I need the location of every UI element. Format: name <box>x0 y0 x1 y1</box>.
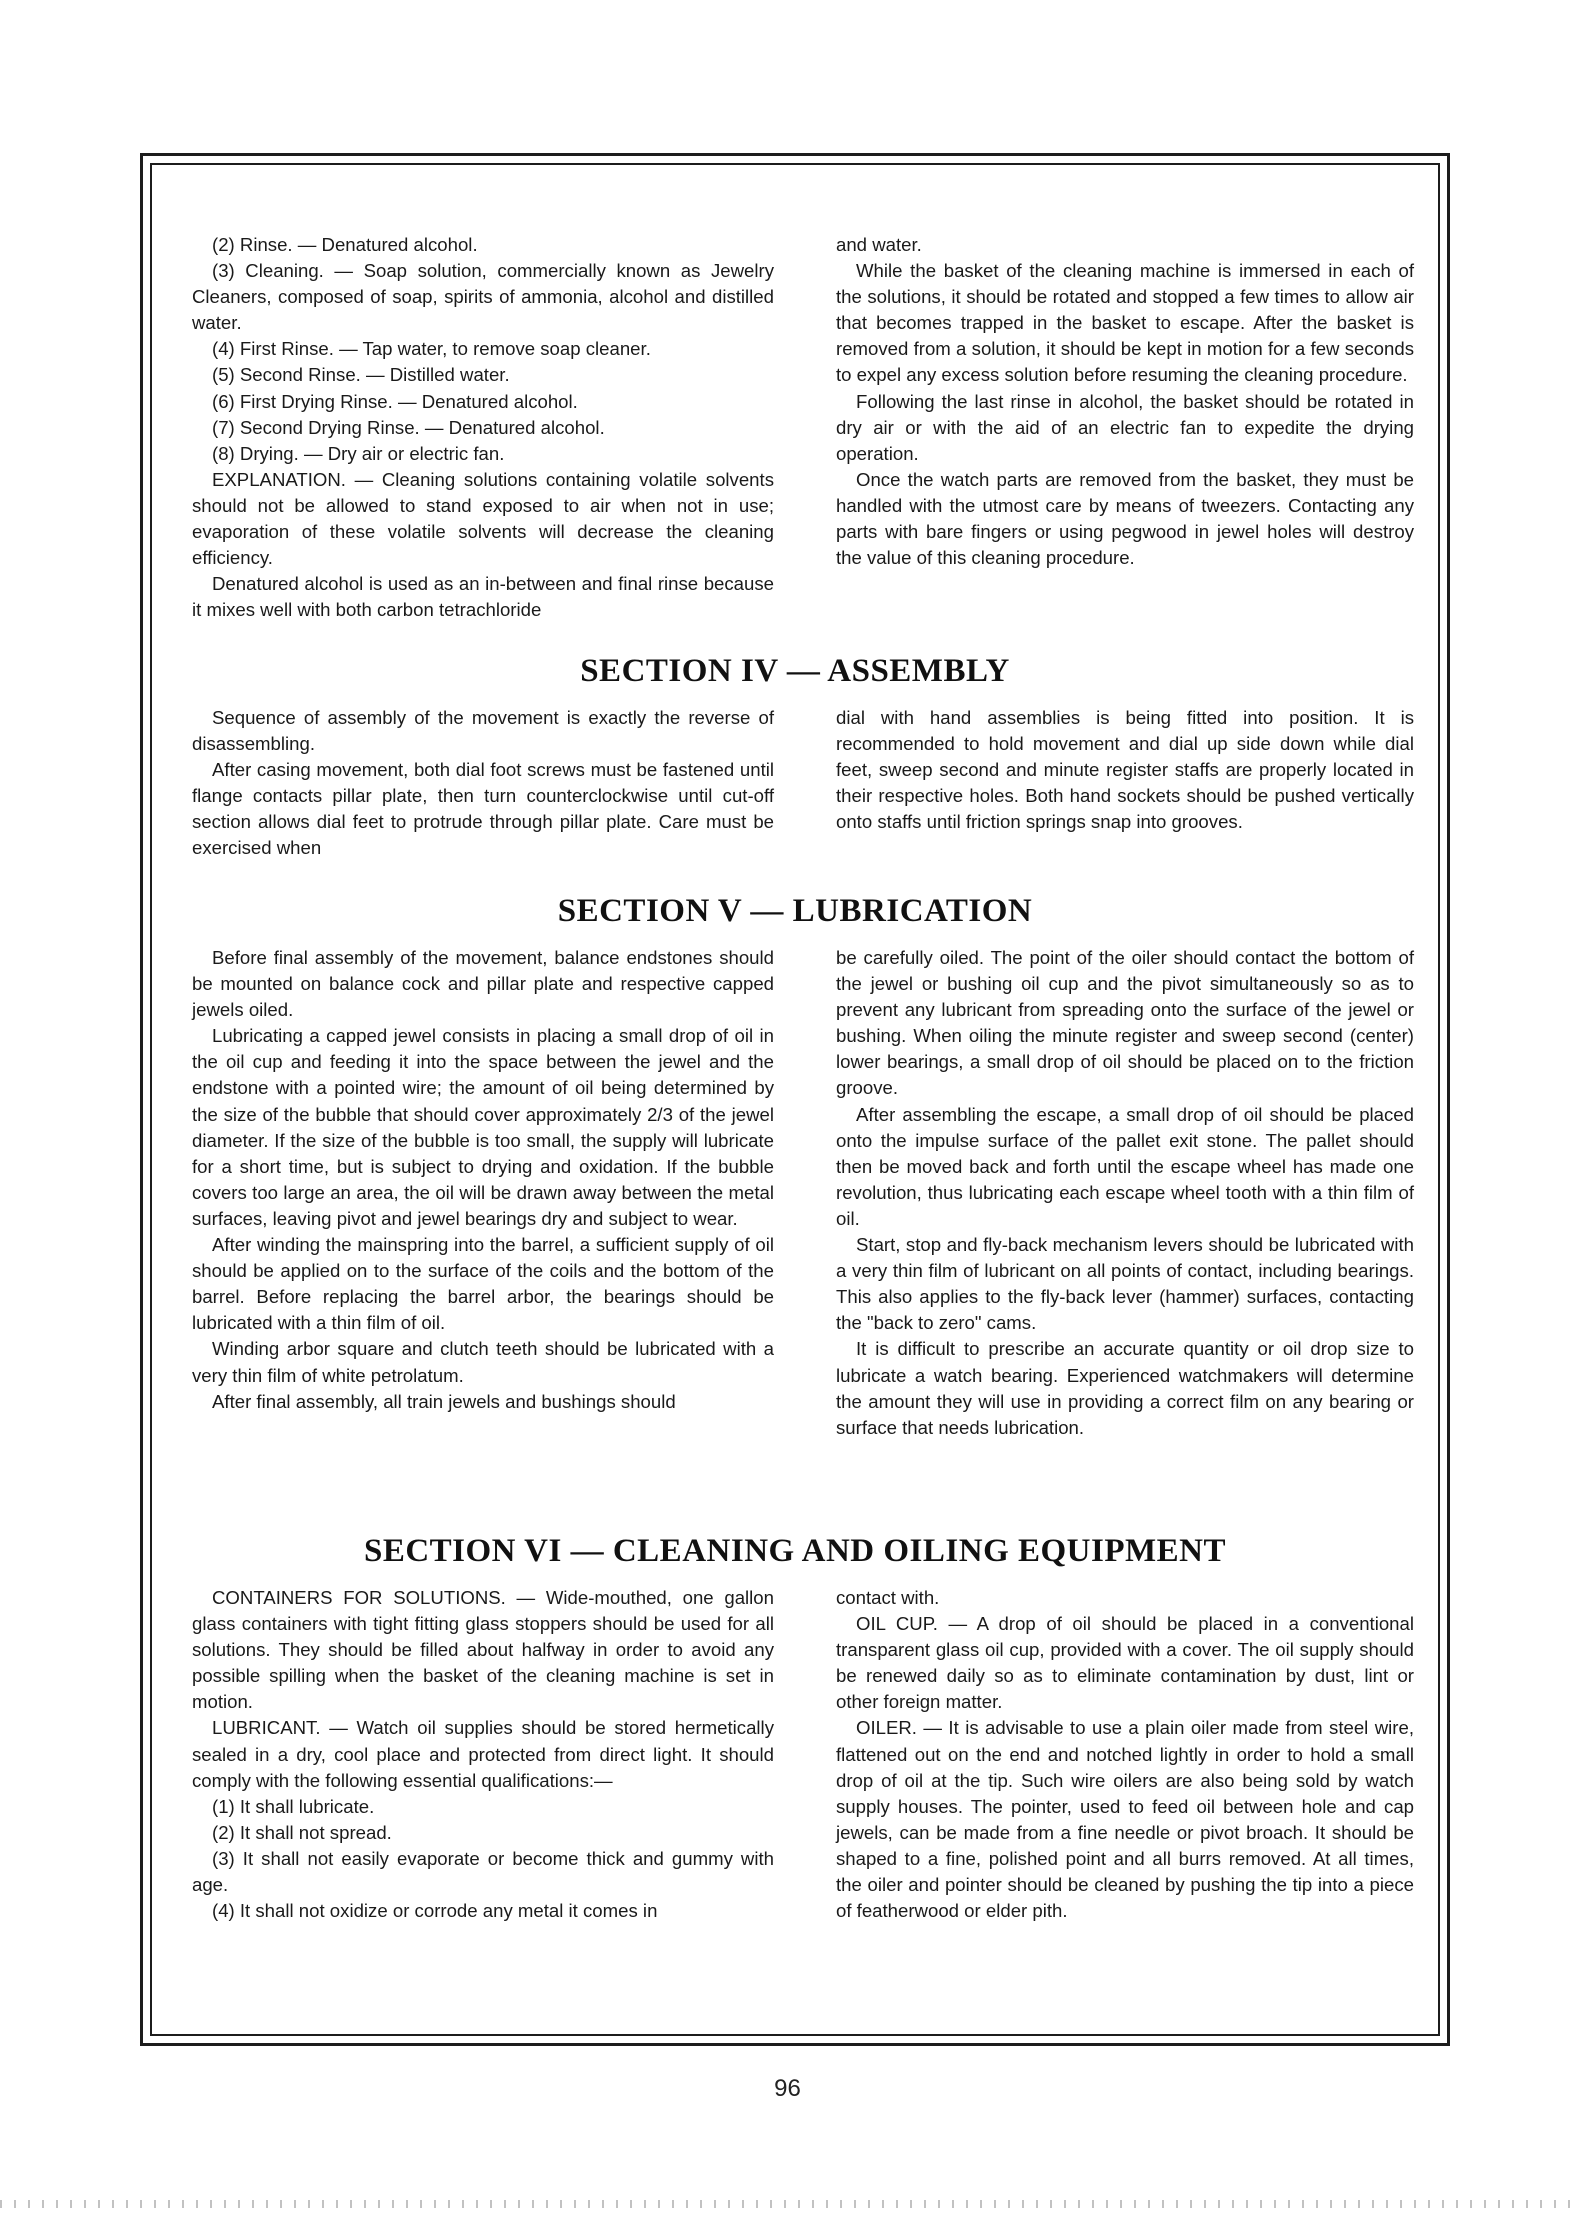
paragraph: While the basket of the cleaning machine is immersed in each of the solutions, it should be rotated and stopped a few times to allow air that becomes trapped in the basket to escape. After the basket is removed from a solution, it should be kept in motion for a few seconds to expel any excess solution before resuming the cleaning procedure. <box>836 260 1414 386</box>
paragraph: EXPLANATION. — Cleaning solutions containing volatile solvents should not be allowed to stand exposed to air when not in use; evaporation of these volatile solvents will decrease the cleaning efficiency. <box>192 468 774 569</box>
paragraph: (8) Drying. — Dry air or electric fan. <box>212 442 505 464</box>
cleaning-steps-left-column <box>192 232 774 623</box>
paragraph: Winding arbor square and clutch teeth should be lubricated with a very thin film of white petrolatum. <box>192 1338 774 1386</box>
paragraph: (2) It shall not spread. <box>212 1821 392 1843</box>
scan-edge-marks <box>0 2200 1575 2208</box>
equipment-right-column <box>836 1585 1414 1924</box>
paragraph: After assembling the escape, a small drop of oil should be placed onto the impulse surface of the pallet exit stone. The pallet should then be moved back and forth until the escape wheel has made one revolution, thus lubricating each escape wheel tooth with a thin film of oil. <box>836 1103 1414 1229</box>
paragraph: Lubricating a capped jewel consists in placing a small drop of oil in the oil cup and feeding it into the space between the jewel and the endstone with a pointed wire; the amount of oil being determined by the size of the bubble that should cover approximately 2/3 of the jewel diameter. If the size of the bubble is too small, the supply will lubricate for a short time, but is subject to drying and oxidation. If the bubble covers too large an area, the oil will be drawn away between the metal surfaces, leaving pivot and jewel bearings dry and subject to wear. <box>192 1025 774 1229</box>
paragraph: (5) Second Rinse. — Distilled water. <box>212 364 510 386</box>
paragraph: CONTAINERS FOR SOLUTIONS. — Wide-mouthed, one gallon glass containers with tight fitting glass stoppers should be used for all solutions. They should be filled about halfway in order to avoid any possible spilling when the basket of the cleaning machine is set in motion. <box>192 1587 774 1713</box>
paragraph: (1) It shall lubricate. <box>212 1795 375 1817</box>
paragraph: Sequence of assembly of the movement is exactly the reverse of disassembling. <box>192 707 774 755</box>
paragraph: (7) Second Drying Rinse. — Denatured alcohol. <box>212 416 605 438</box>
paragraph: After winding the mainspring into the barrel, a sufficient supply of oil should be applied on to the surface of the coils and the bottom of the barrel. Before replacing the barrel arbor, the bearings should be lubricated with a thin film of oil. <box>192 1234 774 1334</box>
paragraph: LUBRICANT. — Watch oil supplies should be stored hermetically sealed in a dry, cool place and protected from direct light. It should comply with the following essential qualifications:— <box>192 1717 774 1791</box>
paragraph: After final assembly, all train jewels and bushings should <box>212 1390 676 1412</box>
section-v-heading: SECTION V — LUBRICATION <box>557 893 1033 929</box>
assembly-right-column <box>836 705 1414 835</box>
paragraph: Denatured alcohol is used as an in-between and final rinse because it mixes well with both carbon tetrachloride <box>192 573 774 621</box>
cleaning-procedure-right-column <box>836 232 1414 571</box>
paragraph: contact with. <box>836 1587 940 1608</box>
paragraph: Following the last rinse in alcohol, the basket should be rotated in dry air or with the aid of an electric fan to expedite the drying operation. <box>836 390 1414 464</box>
paragraph: (2) Rinse. — Denatured alcohol. <box>212 234 478 255</box>
section-vi-heading: SECTION VI — CLEANING AND OILING EQUIPMENT <box>363 1533 1227 1569</box>
paragraph: (6) First Drying Rinse. — Denatured alcohol. <box>212 390 578 412</box>
lubrication-right-column <box>836 945 1414 1441</box>
section-iv-heading: SECTION IV — ASSEMBLY <box>580 653 1010 689</box>
paragraph: (3) Cleaning. — Soap solution, commercially known as Jewelry Cleaners, composed of soap, spirits of ammonia, alcohol and distilled water. <box>192 260 774 334</box>
paragraph: Before final assembly of the movement, balance endstones should be mounted on balance cock and pillar plate and respective capped jewels oiled. <box>192 947 774 1021</box>
assembly-left-column <box>192 705 774 862</box>
paragraph: dial with hand assemblies is being fitted into position. It is recommended to hold movement and dial up side down while dial feet, sweep second and minute register staffs are properly located in their respective holes. Both hand sockets should be pushed vertically onto staffs until friction springs snap into grooves. <box>836 707 1414 833</box>
paragraph: OILER. — It is advisable to use a plain oiler made from steel wire, flattened out on the end and notched lightly in order to hold a small drop of oil at the tip. Such wire oilers are also being sold by watch supply houses. The pointer, used to feed oil between hole and cap jewels, can be made from a fine needle or pivot broach. It should be shaped to a fine, polished point and all burrs removed. At all times, the oiler and pointer should be cleaned by pushing the tip into a piece of featherwood or elder pith. <box>836 1717 1414 1922</box>
paragraph: (4) First Rinse. — Tap water, to remove soap cleaner. <box>212 338 651 360</box>
paragraph: Start, stop and fly-back mechanism levers should be lubricated with a very thin film of lubricant on all points of contact, including bearings. This also applies to the fly-back lever (hammer) surfaces, contacting the "back to zero" cams. <box>836 1234 1414 1334</box>
paragraph: (3) It shall not easily evaporate or become thick and gummy with age. <box>192 1847 774 1896</box>
paragraph: Once the watch parts are removed from the basket, they must be handled with the utmost care by means of tweezers. Contacting any parts with bare fingers or using pegwood in jewel holes will destroy the value of this cleaning procedure. <box>836 468 1414 569</box>
paragraph: be carefully oiled. The point of the oiler should contact the bottom of the jewel or bushing oil cup and the pivot simultaneously so as to prevent any lubricant from spreading onto the surface of the jewel or bushing. When oiling the minute register and sweep second (center) lower bearings, a small drop of oil should be placed on to the friction groove. <box>836 947 1414 1099</box>
equipment-left-column <box>192 1585 774 1924</box>
paragraph: It is difficult to prescribe an accurate quantity or oil drop size to lubricate a watch bearing. Experienced watchmakers will determine the amount they will use in providing a correct film on any bearing or surface that needs lubrication. <box>836 1338 1414 1438</box>
lubrication-left-column <box>192 945 774 1415</box>
page-number: 96 <box>774 2075 801 2102</box>
paragraph: and water. <box>836 234 922 255</box>
paragraph: (4) It shall not oxidize or corrode any metal it comes in <box>212 1900 658 1922</box>
paragraph: After casing movement, both dial foot screws must be fastened until flange contacts pillar plate, then turn counterclockwise until cut-off section allows dial feet to protrude through pillar plate. Care must be exercised when <box>192 759 774 859</box>
paragraph: OIL CUP. — A drop of oil should be placed in a conventional transparent glass oil cup, provided with a cover. The oil supply should be renewed daily so as to eliminate contamination by dust, lint or other foreign matter. <box>836 1613 1414 1713</box>
